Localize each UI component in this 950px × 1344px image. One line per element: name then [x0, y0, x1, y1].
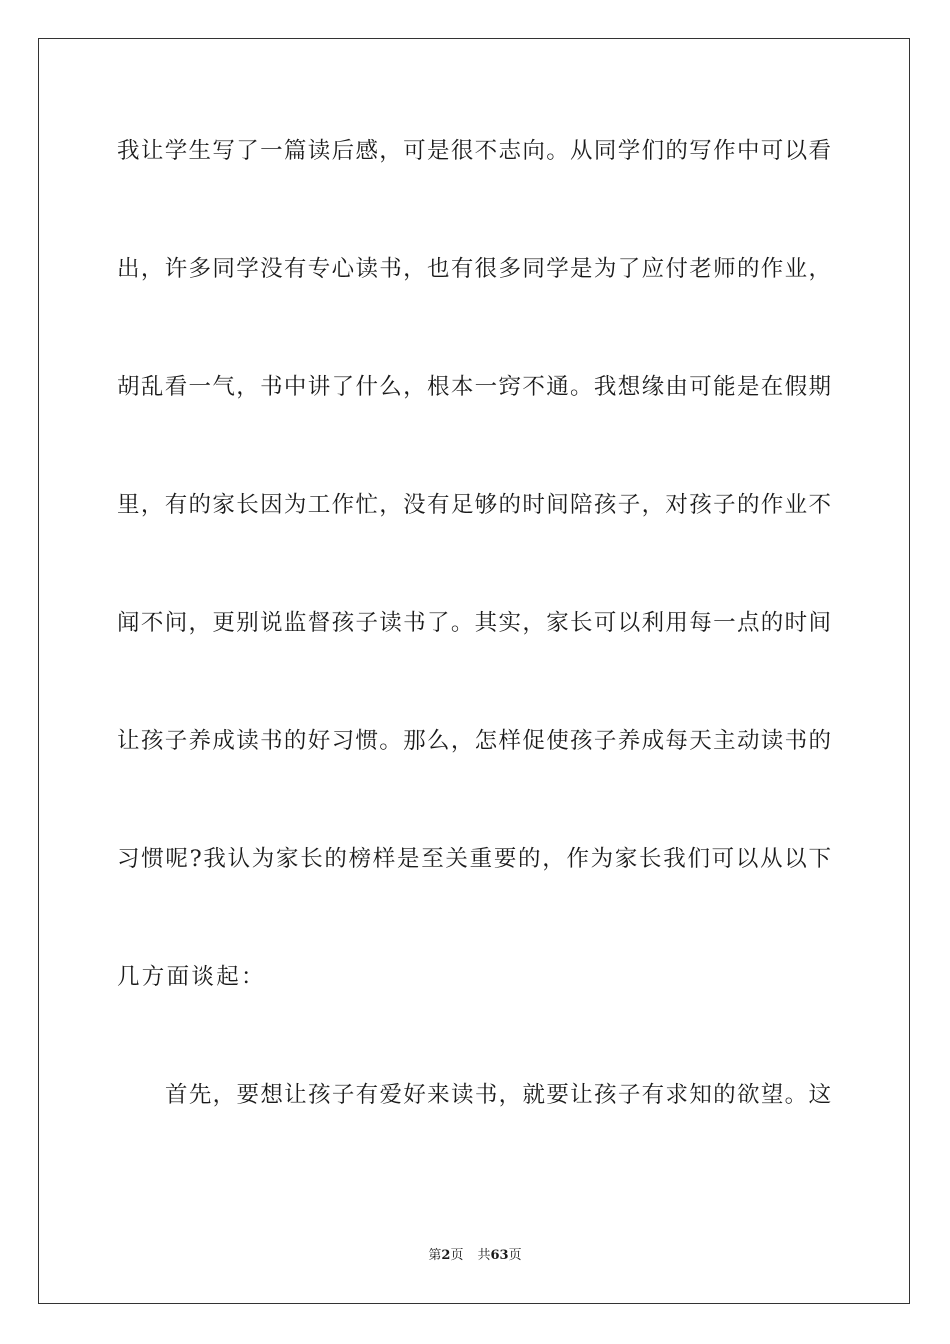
page-prefix: 第 [428, 1248, 442, 1263]
text-line-2: 出，许多同学没有专心读书，也有很多同学是为了应付老师的作业， [117, 256, 831, 282]
total-suffix: 页 [508, 1248, 522, 1263]
current-page-number: 2 [441, 1248, 451, 1263]
total-prefix: 共 [477, 1248, 491, 1263]
text-line-1: 我让学生写了一篇读后感，可是很不志向。从同学们的写作中可以看 [117, 138, 831, 164]
text-line-4: 里，有的家长因为工作忙，没有足够的时间陪孩子，对孩子的作业不 [117, 492, 831, 518]
text-line-7: 习惯呢?我认为家长的榜样是至关重要的，作为家长我们可以从以下 [117, 846, 831, 872]
text-line-6: 让孩子养成读书的好习惯。那么，怎样促使孩子养成每天主动读书的 [117, 728, 831, 754]
document-body [117, 130, 831, 1192]
text-line-3: 胡乱看一气，书中讲了什么，根本一窍不通。我想缘由可能是在假期 [117, 374, 831, 400]
text-line-8: 几方面谈起： [117, 964, 266, 990]
page-suffix: 页 [450, 1248, 464, 1263]
text-line-9: 首先，要想让孩子有爱好来读书，就要让孩子有求知的欲望。这 [165, 1082, 831, 1108]
total-pages-number: 63 [490, 1248, 509, 1263]
text-line-5: 闻不问，更别说监督孩子读书了。其实，家长可以利用每一点的时间 [117, 610, 831, 636]
page-footer [0, 1248, 950, 1264]
